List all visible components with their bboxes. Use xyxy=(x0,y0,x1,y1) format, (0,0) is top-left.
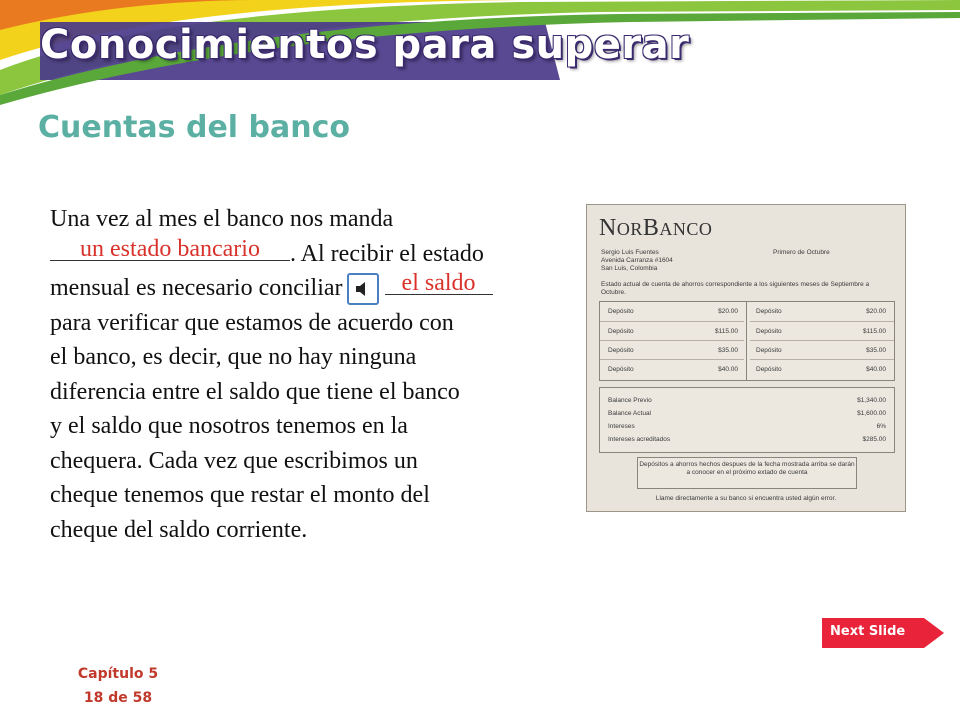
chapter-label: Capítulo 5 xyxy=(77,666,159,682)
body-line: diferencia entre el saldo que tiene el banco xyxy=(50,378,460,405)
deposit-row: Depósito $40.00 xyxy=(750,359,894,379)
deposit-row: Depósito $20.00 xyxy=(756,308,886,315)
holder-city: San Luis, Colombia xyxy=(601,265,658,272)
holder-name: Sergio Luis Fuentes xyxy=(601,249,659,256)
section-title: Cuentas del banco xyxy=(38,110,350,145)
blank-2-answer: el saldo xyxy=(401,270,476,296)
body-line: para verificar que estamos de acuerdo con xyxy=(50,309,454,336)
header-title: Conocimientos para superar xyxy=(40,22,690,68)
body-line: cheque tenemos que restar el monto del xyxy=(50,482,430,508)
next-slide-label[interactable]: Next Slide xyxy=(830,624,906,639)
slide-footer xyxy=(40,662,196,710)
holder-street: Avenida Carranza #1604 xyxy=(601,257,673,264)
body-fragment: . Al recibir el estado xyxy=(290,240,484,267)
fill-in-blank-2 xyxy=(385,272,493,295)
body-line: el banco, es decir, que no hay ninguna xyxy=(50,344,417,370)
body-paragraph xyxy=(50,202,570,547)
deposit-row: Depósito $115.00 xyxy=(750,321,894,341)
balances-table: Balance Previo $1,340.00 Balance Actual $1,600.00 Intereses 6% Intereses acreditados $285.00 xyxy=(599,387,895,453)
speaker-icon xyxy=(353,279,373,299)
deposit-row: Depósito $35.00 xyxy=(750,340,894,360)
body-line xyxy=(50,271,570,306)
fill-in-blank-1 xyxy=(50,235,290,262)
statement-footer: Llame directamente a su banco si encuentra usted algún error. xyxy=(655,495,837,502)
statement-date: Primero de Octubre xyxy=(773,249,830,256)
body-fragment: mensual es necesario conciliar xyxy=(50,275,343,301)
deposit-row: Depósito $115.00 xyxy=(600,321,744,341)
statement-notice: Depósitos a ahorros hechos despues de la fecha mostrada arriba se darán a conocer en el próximo extado de cuenta xyxy=(637,457,857,489)
deposit-row: Depósito $40.00 xyxy=(600,359,744,379)
body-line: y el saldo que nosotros tenemos en la xyxy=(50,413,408,439)
account-holder-address xyxy=(601,249,673,273)
deposits-table xyxy=(599,301,895,381)
body-line: Una vez al mes el banco nos manda xyxy=(50,206,394,232)
norbanco-logo: NORBANCO xyxy=(599,215,713,241)
deposit-row: Depósito $20.00 xyxy=(608,308,738,315)
bank-statement-image xyxy=(586,204,906,512)
statement-description: Estado actual de cuenta de ahorros correspondiente a los siguientes meses de Septiembre a Octubre. xyxy=(601,281,870,296)
page-counter: 18 de 58 xyxy=(83,690,153,706)
body-line: cheque del saldo corriente. xyxy=(50,516,308,543)
body-line: chequera. Cada vez que escribimos un xyxy=(50,447,418,474)
audio-speaker-button[interactable] xyxy=(347,273,379,305)
blank-1-answer: un estado bancario xyxy=(80,235,260,262)
deposit-row: Depósito $35.00 xyxy=(600,340,744,360)
